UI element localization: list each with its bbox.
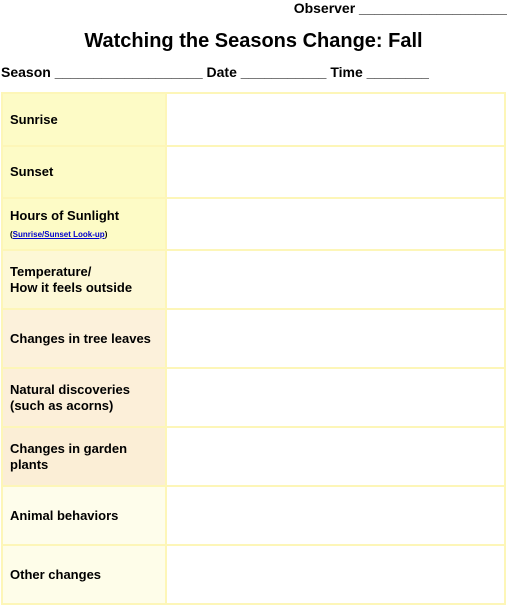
time-field: Time ________ (330, 64, 429, 80)
season-date-time-line (1, 64, 429, 80)
row-label: Natural discoveries (such as acorns) (3, 369, 165, 426)
row-label: Sunset (3, 147, 165, 197)
row-label: Sunrise (3, 94, 165, 145)
answer-cell-animal-behaviors[interactable] (167, 487, 504, 544)
date-field: Date ___________ (206, 64, 327, 80)
observer-field: Observer ___________________ (293, 0, 507, 16)
answer-cell-other-changes[interactable] (167, 546, 504, 603)
table-row (3, 251, 504, 308)
row-label: Changes in garden plants (3, 428, 165, 485)
table-row (3, 147, 504, 197)
answer-cell-natural-discoveries[interactable] (167, 369, 504, 426)
row-label: Animal behaviors (3, 487, 165, 544)
row-label: Changes in tree leaves (3, 310, 165, 367)
season-field: Season ___________________ (1, 64, 203, 80)
table-row (3, 199, 504, 249)
table-row (3, 369, 504, 426)
answer-cell-hours-of-sunlight[interactable] (167, 199, 504, 249)
table-row (3, 94, 504, 145)
answer-cell-tree-leaves[interactable] (167, 310, 504, 367)
answer-cell-sunrise[interactable] (167, 94, 504, 145)
observation-table (1, 92, 506, 605)
answer-cell-sunset[interactable] (167, 147, 504, 197)
table-row (3, 428, 504, 485)
row-label: Other changes (3, 546, 165, 603)
table-row (3, 487, 504, 544)
sunrise-sunset-lookup-link[interactable]: Sunrise/Sunset Look-up (12, 230, 105, 239)
answer-cell-temperature[interactable] (167, 251, 504, 308)
row-label: Hours of Sunlight (Sunrise/Sunset Look-up) (3, 199, 165, 249)
table-row (3, 310, 504, 367)
sunrise-sunset-lookup: (Sunrise/Sunset Look-up) (10, 230, 108, 239)
page-title: Watching the Seasons Change: Fall (84, 30, 423, 52)
answer-cell-garden-plants[interactable] (167, 428, 504, 485)
row-label: Temperature/ How it feels outside (3, 251, 165, 308)
table-row (3, 546, 504, 603)
